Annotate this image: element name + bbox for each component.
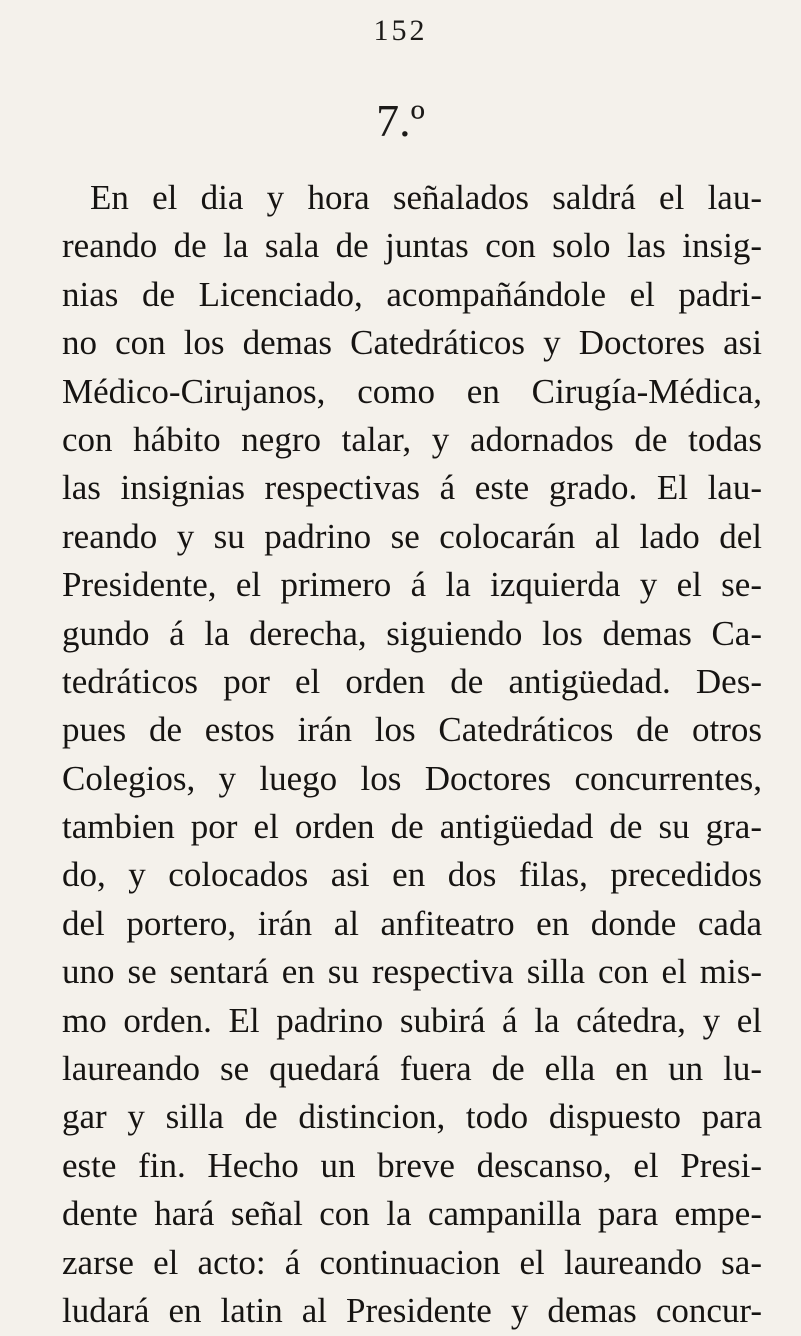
text-line: reando de la sala de juntas con solo las insig- [62, 226, 762, 266]
body-paragraph [62, 174, 762, 1335]
text-line: laureando se quedará fuera de ella en un lu- [62, 1049, 762, 1089]
text-line: del portero, irán al anfiteatro en donde cada [62, 903, 762, 943]
text-line: reando y su padrino se colocarán al lado del [62, 516, 762, 556]
text-line: pues de estos irán los Catedráticos de otros [62, 710, 762, 750]
text-line: Presidente, el primero á la izquierda y el se- [62, 565, 762, 605]
text-line: tedráticos por el orden de antigüedad. Des- [62, 661, 762, 701]
text-line: Colegios, y luego los Doctores concurrentes, [62, 758, 762, 798]
text-line: nias de Licenciado, acompañándole el padri- [62, 274, 762, 314]
text-line: dente hará señal con la campanilla para empe- [62, 1194, 762, 1234]
page-number: 152 [373, 14, 428, 47]
text-line: En el dia y hora señalados saldrá el lau- [90, 178, 762, 217]
text-line: las insignias respectivas á este grado. El lau- [62, 468, 762, 508]
text-line: gundo á la derecha, siguiendo los demas Ca- [62, 613, 762, 653]
text-line: con hábito negro talar, y adornados de todas [62, 419, 762, 459]
text-line: tambien por el orden de antigüedad de su gra- [62, 807, 762, 847]
text-line: gar y silla de distincion, todo dispuesto para [62, 1097, 762, 1137]
text-line: Médico-Cirujanos, como en Cirugía-Médica, [62, 371, 762, 411]
text-line: ludará en latin al Presidente y demas concur- [62, 1290, 762, 1330]
text-line: no con los demas Catedráticos y Doctores asi [62, 323, 762, 363]
text-line: do, y colocados asi en dos filas, precedidos [62, 855, 762, 895]
text-line: uno se sentará en su respectiva silla con el mis- [62, 952, 762, 992]
text-line: mo orden. El padrino subirá á la cátedra, y el [62, 1000, 762, 1040]
text-line: este fin. Hecho un breve descanso, el Presi- [62, 1145, 762, 1185]
text-line: zarse el acto: á continuacion el laureando sa- [62, 1242, 762, 1282]
section-number: 7.º [376, 95, 425, 146]
